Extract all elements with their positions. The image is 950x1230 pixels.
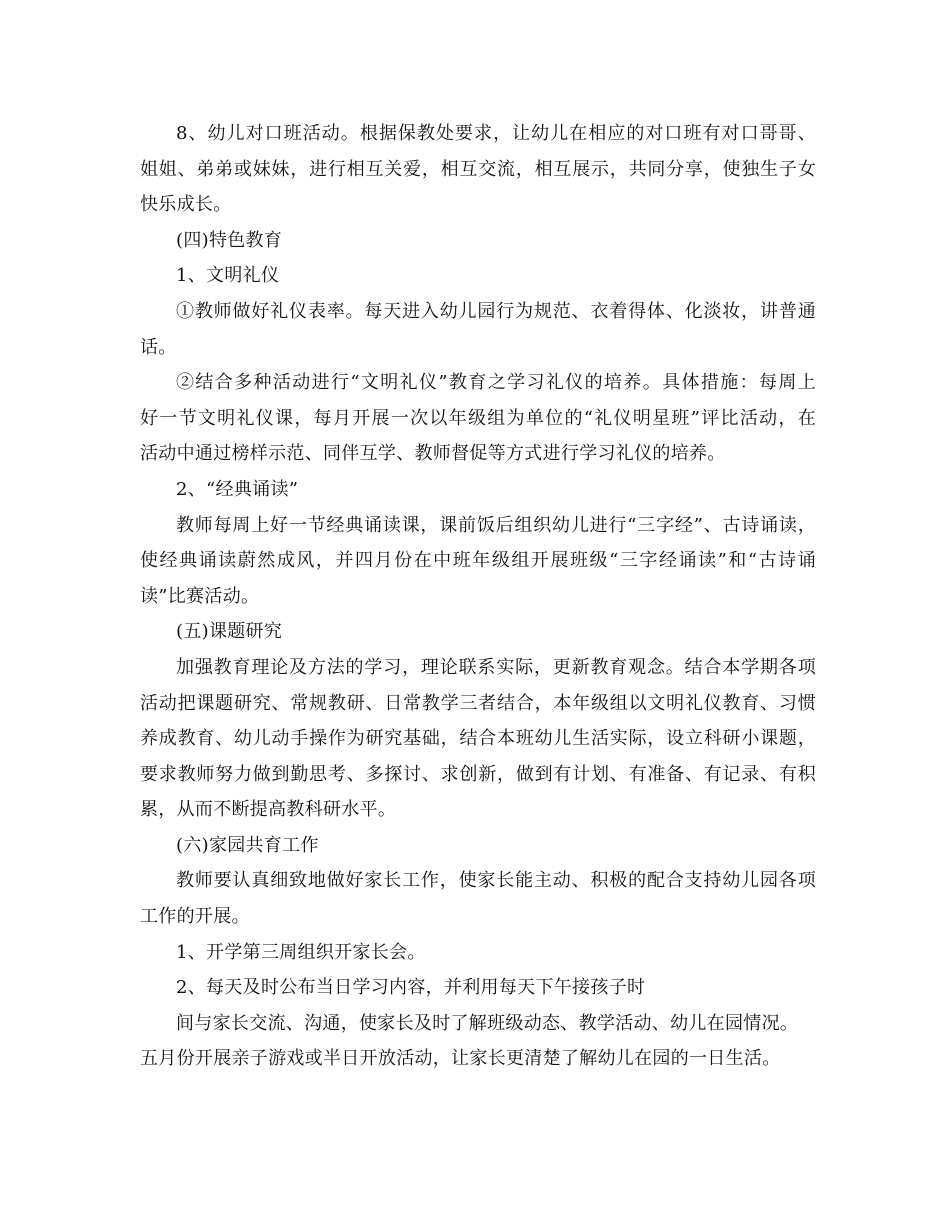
paragraph-line: 使经典诵读蔚然成风，并四月份在中班年级组开展班级“三字经诵读”和“古诗诵: [140, 550, 816, 572]
paragraph-line: 活动把课题研究、常规教研、日常教学三者结合，本年级组以文明礼仪教育、习惯: [140, 692, 816, 714]
paragraph-line: 话。: [140, 336, 177, 358]
paragraph-line: 好一节文明礼仪课，每月开展一次以年级组为单位的“礼仪明星班”评比活动，在: [140, 407, 816, 429]
paragraph-line: 工作的开展。: [140, 906, 250, 928]
list-item: 1、开学第三周组织开家长会。: [176, 941, 426, 963]
paragraph-line: 活动中通过榜样示范、同伴互学、教师督促等方式进行学习礼仪的培养。: [140, 443, 726, 465]
document-page: [140, 116, 816, 1077]
paragraph-line: 五月份开展亲子游戏或半日开放活动，让家长更清楚了解幼儿在园的一日生活。: [140, 1048, 781, 1070]
section-heading: (四)特色教育: [176, 229, 283, 251]
paragraph-line: 养成教育、幼儿动手操作为研究基础，结合本班幼儿生活实际，设立科研小课题，: [140, 728, 816, 750]
paragraph-line: 读”比赛活动。: [140, 585, 260, 607]
subsection-heading: 1、文明礼仪: [176, 265, 280, 287]
paragraph-line: 累，从而不断提高教科研水平。: [140, 799, 397, 821]
paragraph-line: ①教师做好礼仪表率。每天进入幼儿园行为规范、衣着得体、化淡妆，讲普通: [176, 300, 816, 322]
paragraph-line: 快乐成长。: [140, 194, 232, 216]
list-item: 2、每天及时公布当日学习内容，并利用每天下午接孩子时: [176, 977, 646, 999]
paragraph-line: 加强教育理论及方法的学习，理论联系实际，更新教育观念。结合本学期各项: [176, 656, 816, 678]
section-heading: (六)家园共育工作: [176, 834, 319, 856]
paragraph-line: 姐姐、弟弟或妹妹，进行相互关爱，相互交流，相互展示，共同分享，使独生子女: [140, 158, 816, 180]
paragraph-line: 要求教师努力做到勤思考、多探讨、求创新，做到有计划、有准备、有记录、有积: [140, 763, 816, 785]
paragraph-line: 教师每周上好一节经典诵读课，课前饭后组织幼儿进行“三字经”、古诗诵读，: [176, 514, 816, 536]
paragraph-line: 间与家长交流、沟通，使家长及时了解班级动态、教学活动、幼儿在园情况。: [176, 1012, 799, 1034]
paragraph-line: ②结合多种活动进行“文明礼仪”教育之学习礼仪的培养。具体措施：每周上: [176, 372, 816, 394]
paragraph-line: 教师要认真细致地做好家长工作，使家长能主动、积极的配合支持幼儿园各项: [176, 870, 816, 892]
paragraph-line: 8、幼儿对口班活动。根据保教处要求，让幼儿在相应的对口班有对口哥哥、: [176, 123, 816, 144]
section-heading: (五)课题研究: [176, 621, 283, 643]
subsection-heading: 2、“经典诵读”: [176, 478, 299, 500]
